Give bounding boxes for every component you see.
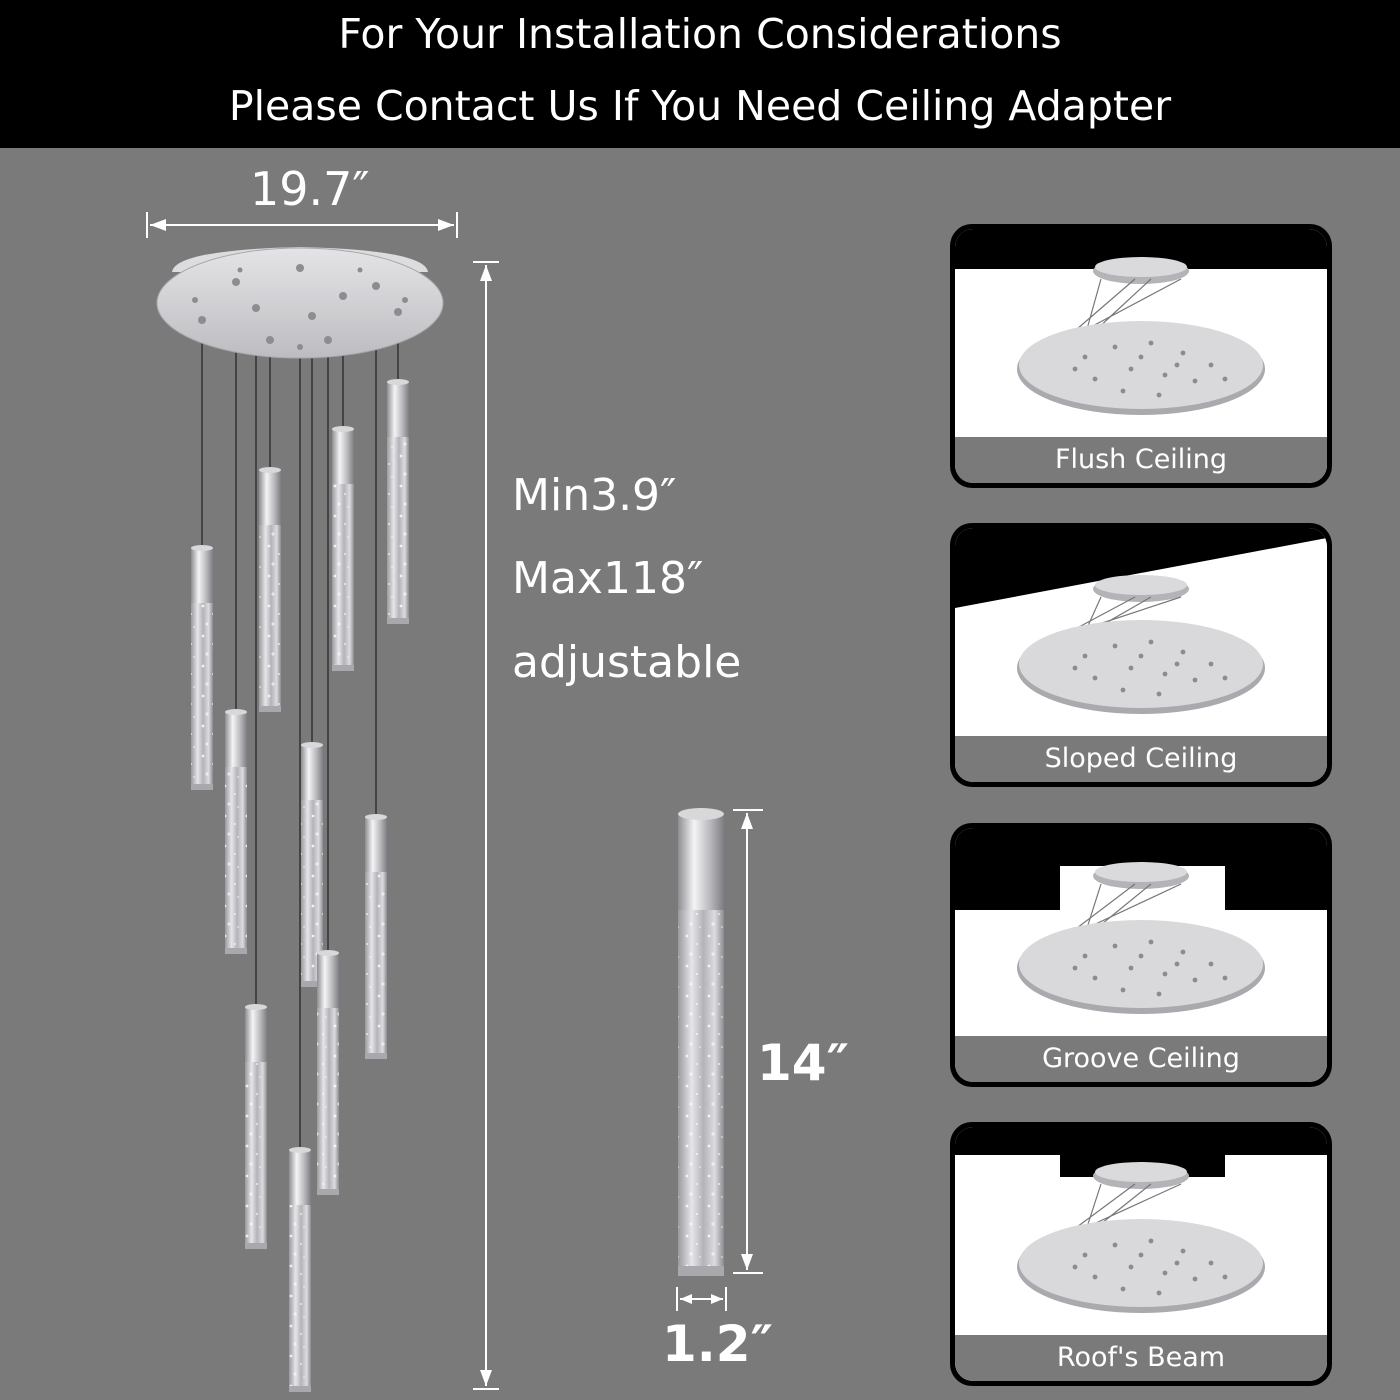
mount-option-sloped-label: Sloped Ceiling	[955, 736, 1327, 782]
cord-arrow-bottom	[480, 1370, 492, 1386]
mounting-plate	[1019, 620, 1263, 708]
pendant-cap-top	[191, 545, 213, 551]
header-line-2: Please Contact Us If You Need Ceiling Adapter	[228, 82, 1172, 130]
cord-adjustable-label: adjustable	[512, 637, 742, 688]
pendant-cap	[245, 1007, 267, 1062]
pendant-cap	[387, 382, 409, 437]
pendant-bottom	[225, 948, 247, 954]
plate-screw	[1209, 363, 1214, 368]
plate-screw	[1073, 1265, 1078, 1270]
cord-length-dimension	[473, 262, 499, 1389]
detail-pendant-cap	[678, 814, 724, 910]
plate-screw	[1139, 1253, 1144, 1258]
plate-screw	[1121, 688, 1126, 693]
plate-screw	[1139, 954, 1144, 959]
plate-screw	[1113, 944, 1118, 949]
plate-screw	[1113, 345, 1118, 350]
plate-screw	[1093, 1275, 1098, 1280]
pendant-light	[332, 426, 354, 671]
plate-screw	[1157, 692, 1162, 697]
plate-screw	[1149, 640, 1154, 645]
plate-screw	[1129, 966, 1134, 971]
pendant-cap	[289, 1150, 311, 1205]
plate-screw	[1121, 389, 1126, 394]
pendant-cap	[259, 470, 281, 525]
plate-screw	[1149, 940, 1154, 945]
plate-screw	[1209, 1261, 1214, 1266]
pendant-cap	[332, 429, 354, 484]
plate-screw	[1163, 373, 1168, 378]
pendant-bubbles	[317, 1008, 339, 1193]
width-arrow-right	[438, 219, 454, 231]
plate-screw	[1093, 377, 1098, 382]
pendant-bubbles	[332, 484, 354, 669]
plate-screw	[1163, 1271, 1168, 1276]
plate-screw	[1083, 654, 1088, 659]
plate-screw	[1163, 672, 1168, 677]
pendant-cap	[365, 817, 387, 872]
plate-screw	[1223, 976, 1228, 981]
adapter-canopy-top	[1095, 1162, 1187, 1182]
plate-screw	[1083, 355, 1088, 360]
plate-screw	[1093, 976, 1098, 981]
pendant-cap-top	[225, 709, 247, 715]
pendant-bottom	[289, 1386, 311, 1392]
plate-screw	[1175, 363, 1180, 368]
pendant-light	[259, 467, 281, 712]
plate-screw	[1157, 393, 1162, 398]
plate-screw	[1193, 678, 1198, 683]
pendant-light	[387, 379, 409, 624]
pendant-bubbles	[365, 872, 387, 1057]
plate-screw	[1193, 379, 1198, 384]
mount-option-groove-label: Groove Ceiling	[955, 1036, 1327, 1082]
plate-screw	[1175, 662, 1180, 667]
plate-screw	[1163, 972, 1168, 977]
mount-option-panel	[955, 828, 1327, 1082]
pendant-diameter-dimension	[677, 1287, 726, 1311]
plate-screw	[1129, 1265, 1134, 1270]
detail-pendant-bottom	[678, 1266, 724, 1276]
plate-screw	[1209, 662, 1214, 667]
plate-screw	[1083, 1253, 1088, 1258]
pendant-bubbles	[245, 1062, 267, 1247]
pendant-light	[365, 814, 387, 1059]
mount-option-panel	[955, 229, 1327, 483]
pendant-cap	[191, 548, 213, 603]
plate-screw	[1193, 1277, 1198, 1282]
plate-screw	[1223, 1275, 1228, 1280]
pendant-bubbles	[225, 767, 247, 952]
pendant-cap	[225, 712, 247, 767]
plate-screw	[1073, 966, 1078, 971]
plate-screw	[1121, 988, 1126, 993]
plate-screw	[1073, 666, 1078, 671]
fixture-illustration	[0, 148, 940, 1400]
pendant-cap-top	[317, 950, 339, 956]
mount-option-groove-card	[950, 823, 1332, 1087]
pendant-cap-top	[301, 742, 323, 748]
mount-option-flush-card	[950, 224, 1332, 488]
width-arrow-left	[150, 219, 166, 231]
pendant-bottom	[365, 1053, 387, 1059]
pendant-cap-top	[332, 426, 354, 432]
mount-option-panel	[955, 528, 1327, 782]
pendant-light	[301, 742, 323, 987]
cord-min-label: Min3.9″	[512, 470, 677, 521]
plate-screw	[1139, 654, 1144, 659]
pendant-light	[317, 950, 339, 1195]
plate-screw	[1223, 377, 1228, 382]
mount-option-beam-label: Roof's Beam	[955, 1335, 1327, 1381]
pendant-diameter-label: 1.2″	[662, 1315, 773, 1373]
pendant-bottom	[332, 665, 354, 671]
plate-screw	[1181, 351, 1186, 356]
plate-screw	[1113, 644, 1118, 649]
plate-screw	[1129, 367, 1134, 372]
pendant-light	[245, 1004, 267, 1249]
plate-screw	[1149, 341, 1154, 346]
plate-screw	[1209, 962, 1214, 967]
pendant-light	[289, 1147, 311, 1392]
pendant-bubbles	[387, 437, 409, 622]
pendant-light	[225, 709, 247, 954]
pendant-length-label: 14″	[757, 1034, 849, 1092]
plate-screw	[1175, 962, 1180, 967]
pendant-bubbles	[259, 525, 281, 710]
detail-pendant-bubbles	[678, 910, 724, 1272]
mount-option-flush-label: Flush Ceiling	[955, 437, 1327, 483]
pendant-bottom	[317, 1189, 339, 1195]
plate-screw	[1149, 1239, 1154, 1244]
suspension-wire	[1087, 1184, 1101, 1227]
single-pendant-detail	[678, 808, 724, 1276]
plate-screw	[1073, 367, 1078, 372]
pendant-cap-top	[289, 1147, 311, 1153]
plate-screw	[1175, 1261, 1180, 1266]
mounting-plate	[1019, 920, 1263, 1008]
adapter-canopy-top	[1095, 575, 1187, 595]
pendant-bottom	[191, 784, 213, 790]
pendant-bottom	[245, 1243, 267, 1249]
plate-screw	[1113, 1243, 1118, 1248]
plate-screw	[1181, 650, 1186, 655]
plate-screw	[1181, 1249, 1186, 1254]
mounting-plate	[1019, 1219, 1263, 1307]
plate-screw	[1121, 1287, 1126, 1292]
plate-screw	[1157, 1291, 1162, 1296]
pendant-cap-top	[387, 379, 409, 385]
detail-pendant-top	[678, 808, 724, 820]
cord-max-label: Max118″	[512, 553, 704, 604]
canopy-width-label: 19.7″	[250, 162, 370, 216]
plate-screw	[1139, 355, 1144, 360]
mount-option-sloped-card	[950, 523, 1332, 787]
plate-screw	[1193, 978, 1198, 983]
mounting-plate	[1019, 321, 1263, 409]
suspension-wire	[1087, 279, 1101, 329]
pendant-cap	[301, 745, 323, 800]
pendant-cap-top	[365, 814, 387, 820]
pendant-bubbles	[289, 1205, 311, 1390]
mount-option-panel	[955, 1127, 1327, 1381]
pendant-bubbles	[191, 603, 213, 788]
pendant-cap-top	[245, 1004, 267, 1010]
plate-screw	[1129, 666, 1134, 671]
pendant-cap-top	[259, 467, 281, 473]
cord-arrow-top	[480, 265, 492, 281]
mount-option-beam-card	[950, 1122, 1332, 1386]
pendant-light	[191, 545, 213, 790]
canopy-plate	[157, 247, 443, 358]
pendant-bottom	[259, 706, 281, 712]
pendant-cap	[317, 953, 339, 1008]
pendant-bottom	[387, 618, 409, 624]
plate-screw	[1083, 954, 1088, 959]
plate-screw	[1223, 676, 1228, 681]
plate-screw	[1093, 676, 1098, 681]
adapter-canopy-top	[1095, 862, 1187, 882]
plate-screw	[1157, 992, 1162, 997]
plate-screw	[1181, 950, 1186, 955]
header-line-1: For Your Installation Considerations	[338, 10, 1062, 58]
header-banner	[0, 0, 1400, 148]
adapter-canopy-top	[1095, 257, 1187, 277]
